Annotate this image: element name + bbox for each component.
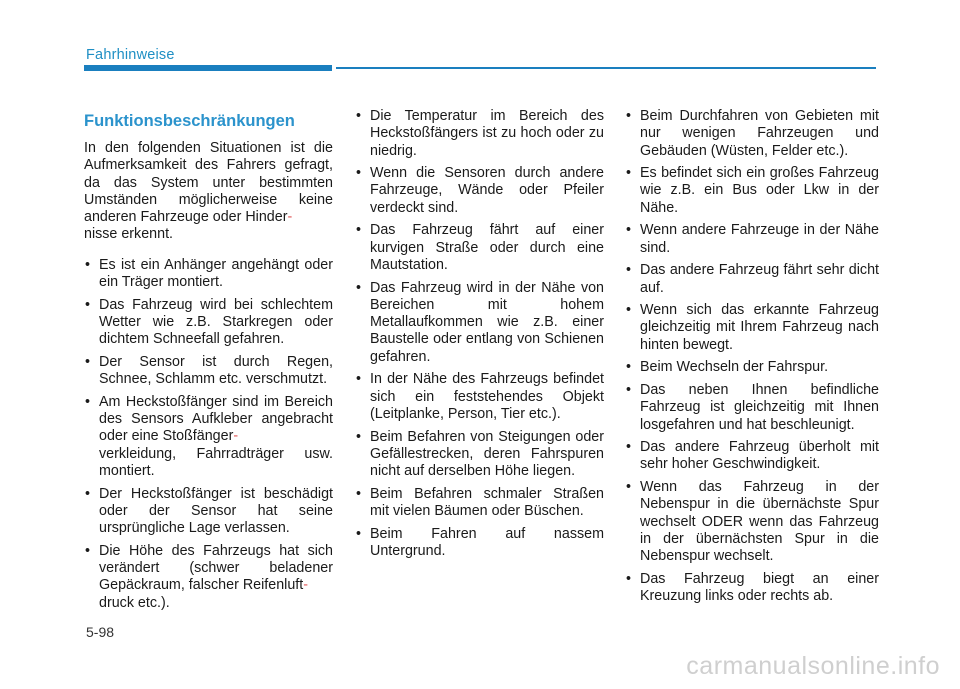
list-item: • Beim Befahren schmaler Straßen mit vielen Bäumen oder Büschen. xyxy=(355,486,604,521)
column-3 xyxy=(625,108,879,611)
list-item: • Das andere Fahrzeug fährt sehr dicht auf. xyxy=(625,262,879,297)
list-item: • Der Heckstoßfänger ist beschädigt oder der Sensor hat seine ursprüngliche Lage verlassen. xyxy=(84,486,333,538)
list-item: • Das Fahrzeug wird bei schlechtem Wetter wie z.B. Starkregen oder dichtem Schneefall gefahren. xyxy=(84,297,333,349)
page-number: 5-98 xyxy=(86,624,115,640)
list-item: • Die Höhe des Fahrzeugs hat sich verändert (schwer beladener Gepäckraum, falscher Reifenluft- druck etc.). xyxy=(84,543,333,612)
list-item: • Das Fahrzeug biegt an einer Kreuzung links oder rechts ab. xyxy=(625,571,879,606)
list-item: • Wenn andere Fahrzeuge in der Nähe sind. xyxy=(625,222,879,257)
intro-paragraph: In den folgenden Situationen ist die Aufmerksamkeit des Fahrers gefragt, da das System unter bestimmten Umständen möglicherweise keine anderen Fahrzeuge oder Hinder- nisse erkennt. xyxy=(84,140,333,243)
section-header: Fahrhinweise xyxy=(86,47,175,63)
list-item: • Das Fahrzeug fährt auf einer kurvigen Straße oder durch eine Mautstation. xyxy=(355,222,604,274)
list-item: • Die Temperatur im Bereich des Heckstoßfängers ist zu hoch oder zu niedrig. xyxy=(355,108,604,160)
bullet-list-1 xyxy=(84,257,333,612)
watermark-text[interactable]: carmanualsonline.info xyxy=(686,652,940,680)
list-item: • Beim Befahren von Steigungen oder Gefällestrecken, deren Fahrspuren nicht auf derselben Höhe liegen. xyxy=(355,429,604,481)
list-item: • Das Fahrzeug wird in der Nähe von Bereichen mit hohem Metallaufkommen wie z.B. einer Baustelle oder entlang von Schienen gefahren. xyxy=(355,280,604,366)
list-item: • Am Heckstoßfänger sind im Bereich des Sensors Aufkleber angebracht oder eine Stoßfänger- verkleidung, Fahrradträger usw. montiert. xyxy=(84,394,333,480)
bullet-list-3 xyxy=(625,108,879,605)
header-rule-thick xyxy=(84,65,332,71)
column-1 xyxy=(84,108,333,617)
list-item: • Das andere Fahrzeug überholt mit sehr hoher Geschwindigkeit. xyxy=(625,439,879,474)
list-item: • Das neben Ihnen befindliche Fahrzeug ist gleichzeitig mit Ihnen losgefahren und hat beschleunigt. xyxy=(625,382,879,434)
list-item: • Beim Wechseln der Fahrspur. xyxy=(625,359,879,376)
column-2 xyxy=(355,108,604,566)
header-rule-thin xyxy=(336,67,876,69)
list-item: • Es ist ein Anhänger angehängt oder ein Träger montiert. xyxy=(84,257,333,292)
list-item: • Wenn das Fahrzeug in der Nebenspur in die übernächste Spur wechselt ODER wenn das Fahrzeug in der übernächsten Spur in die Nebenspur wechselt. xyxy=(625,479,879,565)
bullet-list-2 xyxy=(355,108,604,560)
list-item: • Wenn die Sensoren durch andere Fahrzeuge, Wände oder Pfeiler verdeckt sind. xyxy=(355,165,604,217)
list-item: • In der Nähe des Fahrzeugs befindet sich ein feststehendes Objekt (Leitplanke, Person, Tier etc.). xyxy=(355,371,604,423)
list-item: • Wenn sich das erkannte Fahrzeug gleichzeitig mit Ihrem Fahrzeug nach hinten bewegt. xyxy=(625,302,879,354)
list-item: • Beim Fahren auf nassem Untergrund. xyxy=(355,526,604,561)
list-item: • Beim Durchfahren von Gebieten mit nur wenigen Fahrzeugen und Gebäuden (Wüsten, Felder etc.). xyxy=(625,108,879,160)
list-item: • Es befindet sich ein großes Fahrzeug wie z.B. ein Bus oder Lkw in der Nähe. xyxy=(625,165,879,217)
section-title: Funktionsbeschränkungen xyxy=(84,112,295,130)
list-item: • Der Sensor ist durch Regen, Schnee, Schlamm etc. verschmutzt. xyxy=(84,354,333,389)
